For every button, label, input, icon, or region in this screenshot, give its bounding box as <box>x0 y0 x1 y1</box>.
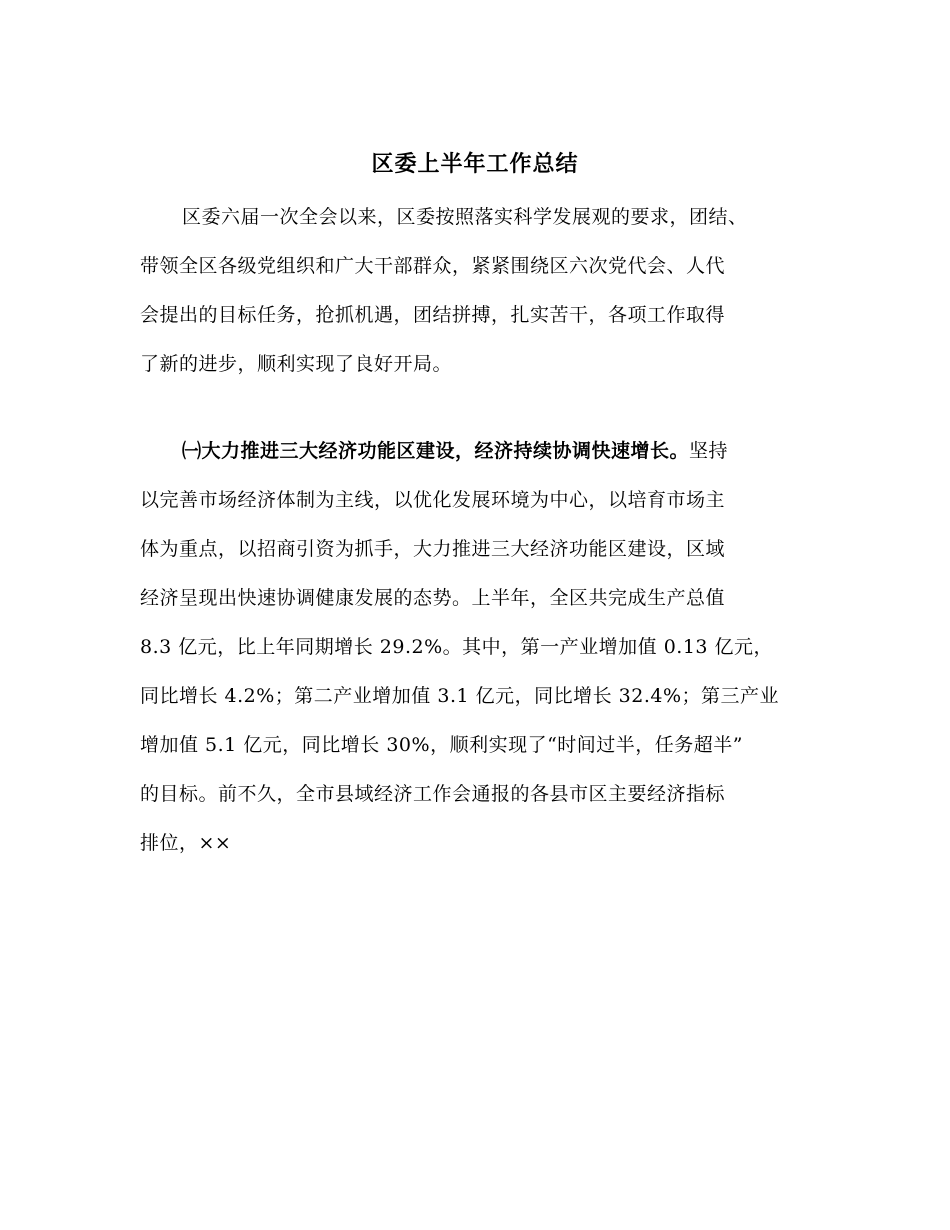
paragraph-line: 同比增长 4.2%；第二产业增加值 3.1 亿元，同比增长 32.4%；第三产业 <box>140 685 780 707</box>
paragraph-line: 以完善市场经济体制为主线，以优化发展环境为中心，以培育市场主 <box>140 489 726 511</box>
economy-paragraph <box>140 427 810 868</box>
line-text: 坚持 <box>689 440 729 462</box>
paragraph-line: 经济呈现出快速协调健康发展的态势。上半年，全区共完成生产总值 <box>140 587 726 609</box>
paragraph-line: 会提出的目标任务，抢抓机遇，团结拼搏，扎实苦干，各项工作取得 <box>140 304 726 326</box>
paragraph-line <box>140 427 810 476</box>
paragraph-line <box>140 193 810 242</box>
paragraph-line: 的目标。前不久，全市县域经济工作会通报的各县市区主要经济指标 <box>140 783 726 805</box>
intro-paragraph <box>140 193 810 389</box>
paragraph-line: 带领全区各级党组织和广大干部群众，紧紧围绕区六次党代会、人代 <box>140 255 726 277</box>
document-title: 区委上半年工作总结 <box>371 152 579 177</box>
paragraph-line: 8.3 亿元，比上年同期增长 29.2%。其中，第一产业增加值 0.13 亿元， <box>140 636 774 658</box>
line-text: 区委六届一次全会以来，区委按照落实科学发展观的要求，团结、 <box>182 206 748 228</box>
paragraph-line: 了新的进步，顺利实现了良好开局。 <box>140 353 453 375</box>
paragraph-line: 体为重点，以招商引资为抓手，大力推进三大经济功能区建设，区域 <box>140 538 726 560</box>
paragraph-line: 排位，×× <box>140 832 232 854</box>
paragraph-line: 增加值 5.1 亿元，同比增长 30%，顺利实现了“时间过半，任务超半” <box>140 734 743 756</box>
section-heading: ㈠大力推进三大经济功能区建设，经济持续协调快速增长。 <box>182 440 690 462</box>
